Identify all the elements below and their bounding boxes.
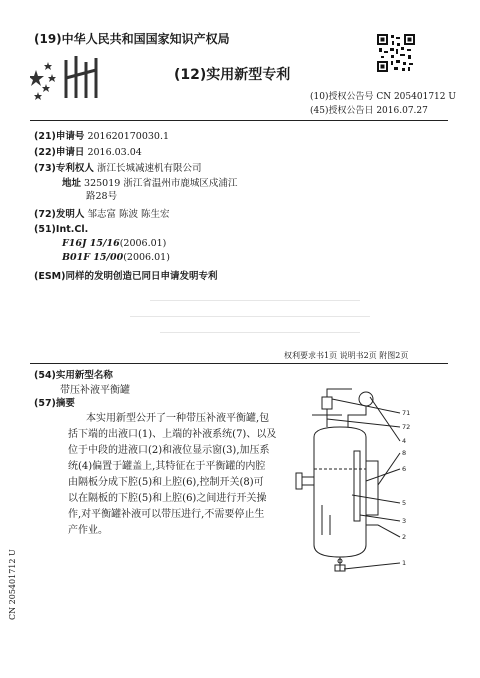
label-8: 8 bbox=[402, 449, 407, 457]
address-row bbox=[62, 175, 237, 189]
show-through-line bbox=[130, 316, 370, 317]
ipc-row-1 bbox=[62, 238, 166, 249]
tank-body bbox=[314, 427, 366, 557]
office-line: (19)中华人民共和国国家知识产权局 bbox=[34, 32, 230, 46]
abstract-line: 产作业。 bbox=[68, 525, 108, 536]
abstract-line: 括下端的出液口(1)、上端的补液系统(7)、以及 bbox=[68, 429, 277, 440]
show-through-line bbox=[150, 300, 360, 301]
abstract-line: 统(4)偏置于罐盖上,其特征在于平衡罐的内腔 bbox=[68, 461, 266, 472]
ipc-class-2: B01F 15/00 bbox=[62, 252, 124, 263]
esm-note: (ESM)同样的发明创造已同日申请发明专利 bbox=[34, 271, 218, 282]
label-4: 4 bbox=[402, 437, 407, 445]
abstract-line: 以在隔板的下腔(5)和上腔(6)之间进行开关操 bbox=[68, 493, 267, 504]
application-number-row bbox=[34, 128, 169, 142]
label-71: 71 bbox=[402, 409, 411, 417]
level-window bbox=[354, 451, 360, 521]
address-line-2: 路28号 bbox=[86, 191, 118, 202]
filing-date-code: (22)申请日 bbox=[34, 147, 85, 158]
header-rule bbox=[30, 120, 448, 121]
utility-model-title: 带压补液平衡罐 bbox=[60, 385, 130, 396]
address-label: 地址 bbox=[62, 178, 82, 189]
inventors-code: (72)发明人 bbox=[34, 209, 85, 220]
tank-drawing bbox=[292, 385, 432, 585]
label-6: 6 bbox=[402, 465, 407, 473]
section-rule bbox=[30, 363, 448, 364]
side-publication-number: CN 205401712 U bbox=[8, 549, 17, 620]
abstract-line: 作,对平衡罐补液可以带压进行,不需要停止生 bbox=[68, 509, 265, 520]
label-5: 5 bbox=[402, 499, 407, 507]
abstract-line: 由隔板分成下腔(5)和上腔(6),控制开关(8)可 bbox=[68, 477, 264, 488]
patentee-code: (73)专利权人 bbox=[34, 163, 94, 174]
application-number-code: (21)申请号 bbox=[34, 131, 85, 142]
page-counts: 权利要求书1页 说明书2页 附图2页 bbox=[284, 351, 409, 360]
label-1: 1 bbox=[402, 559, 407, 567]
cnipa-logo bbox=[30, 52, 126, 104]
intcl-code: (51)Int.Cl. bbox=[34, 224, 89, 235]
application-number: 201620170030.1 bbox=[87, 131, 170, 142]
patentee: 浙江长城减速机有限公司 bbox=[96, 163, 202, 174]
ipc-row-2 bbox=[62, 252, 170, 263]
abstract-line: 位于中段的进液口(2)和液位显示窗(3),加压系 bbox=[68, 445, 270, 456]
abstract-code: (57)摘要 bbox=[34, 398, 75, 409]
label-3: 3 bbox=[402, 517, 407, 525]
abstract-line: 本实用新型公开了一种带压补液平衡罐,包 bbox=[86, 413, 270, 424]
publication-number: (10)授权公告号 CN 205401712 U bbox=[310, 92, 456, 102]
ipc-class-1: F16J 15/16 bbox=[62, 238, 120, 249]
label-72: 72 bbox=[402, 423, 411, 431]
publication-date: (45)授权公告日 2016.07.27 bbox=[310, 106, 428, 116]
inventors-row bbox=[34, 206, 169, 220]
top-valve bbox=[322, 397, 332, 409]
qr-code bbox=[377, 34, 415, 72]
filing-date: 2016.03.04 bbox=[87, 147, 142, 158]
ipc-version-2: (2006.01) bbox=[123, 252, 170, 263]
address-line-1: 325019 浙江省温州市鹿城区戍浦江 bbox=[84, 178, 238, 189]
patentee-row bbox=[34, 160, 201, 174]
inventors: 邹志富 陈波 陈生宏 bbox=[87, 209, 170, 220]
filing-date-row bbox=[34, 144, 142, 158]
show-through-line bbox=[160, 332, 360, 333]
document-type: (12)实用新型专利 bbox=[174, 67, 291, 83]
ipc-version-1: (2006.01) bbox=[119, 238, 167, 249]
title-code: (54)实用新型名称 bbox=[34, 370, 113, 381]
label-2: 2 bbox=[402, 533, 407, 541]
